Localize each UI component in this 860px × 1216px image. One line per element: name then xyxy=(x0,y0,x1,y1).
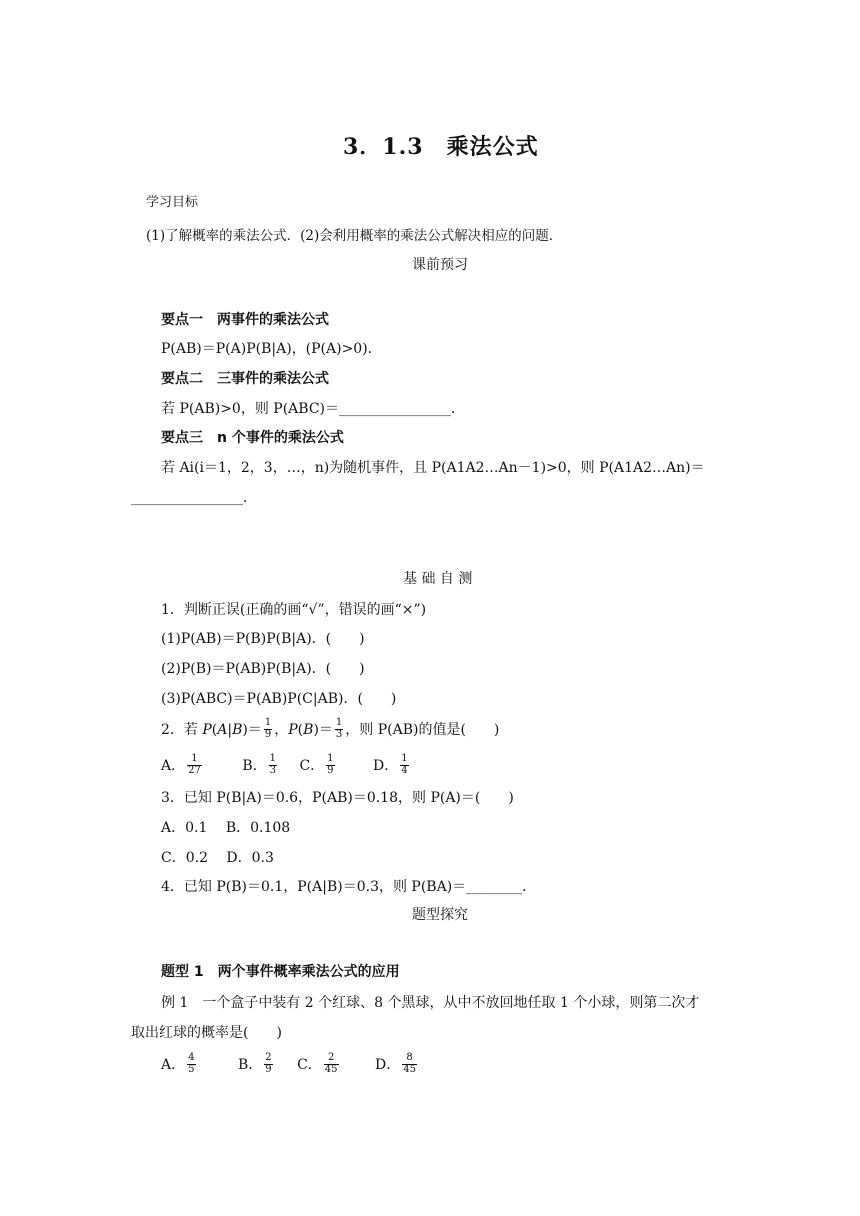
objectives-text: (1)了解概率的乘法公式．(2)会利用概率的乘法公式解决相应的问题． xyxy=(146,228,563,244)
type1-title: 题型 1 两个事件概率乘法公式的应用 xyxy=(161,964,400,980)
ex1-option-c[interactable]: C． $\frac{2}{45}$ xyxy=(297,1052,338,1075)
q2-given-fraction: $\frac{1}{3}$ xyxy=(335,717,343,740)
q2-options xyxy=(161,755,411,777)
ex1-option-a[interactable]: A． $\frac{4}{5}$ xyxy=(161,1052,195,1075)
point3-blank[interactable]: ________________ xyxy=(131,490,243,506)
point2-blank[interactable]: ________________ xyxy=(339,401,452,417)
q2-option-d[interactable]: D． $\frac{1}{4}$ xyxy=(372,753,408,776)
ex1-option-d[interactable]: D． $\frac{8}{45}$ xyxy=(374,1052,416,1075)
q3-options-cd[interactable]: C．0.2 D．0.3 xyxy=(161,850,274,866)
point3-title: 要点三 n 个事件的乘法公式 xyxy=(161,430,344,446)
objectives-heading: 学习目标 xyxy=(146,195,199,210)
q2-given-fraction: $\frac{1}{9}$ xyxy=(264,717,272,740)
q2-option-b[interactable]: B． $\frac{1}{3}$ xyxy=(242,753,276,776)
q2-option-c[interactable]: C． $\frac{1}{9}$ xyxy=(299,753,334,776)
explore-heading: 题型探究 xyxy=(412,907,468,923)
example1-options xyxy=(161,1054,419,1076)
question-1: 1．判断正误(正确的画“√”，错误的画“×”) xyxy=(161,602,427,618)
question-3: 3．已知 P(B|A)＝0.6，P(AB)＝0.18，则 P(A)＝( ) xyxy=(161,790,514,806)
point1-formula: P(AB)＝P(A)P(B|A)，(P(A)>0)． xyxy=(161,341,382,357)
point2-line xyxy=(161,402,465,416)
point3-line2 xyxy=(131,491,257,505)
q3-options-ab[interactable]: A．0.1 B．0.108 xyxy=(161,820,291,836)
question-1-1: (1)P(AB)＝P(B)P(B|A)．( ) xyxy=(161,631,365,647)
ex1-option-b[interactable]: B． $\frac{2}{9}$ xyxy=(237,1052,272,1075)
point1-title: 要点一 两事件的乘法公式 xyxy=(161,312,329,328)
question-1-2: (2)P(B)＝P(AB)P(B|A)．( ) xyxy=(161,661,365,677)
point2-title: 要点二 三事件的乘法公式 xyxy=(161,371,329,387)
example1-line1: 例 1 一个盒子中装有 2 个红球、8 个黑球，从中不放回地任取 1 个小球，则第二次才 xyxy=(161,995,700,1011)
page-title: 3．1.3 乘法公式 xyxy=(343,134,539,160)
q2-end: ，则 P(AB)的值是( ) xyxy=(345,722,500,738)
selftest-heading: 基 础 自 测 xyxy=(403,571,473,587)
point3-end: ． xyxy=(243,490,257,506)
q2-option-a[interactable]: A． $\frac{1}{27}$ xyxy=(161,753,201,776)
q2-prefix: 2．若 xyxy=(161,722,198,738)
question-1-3: (3)P(ABC)＝P(AB)P(C|AB)．( ) xyxy=(161,691,397,707)
point2-end: ． xyxy=(451,401,466,417)
point2-prefix: 若 xyxy=(161,401,175,417)
preview-heading: 课前预习 xyxy=(412,257,468,273)
point2-mid1: P(AB)>0，则 xyxy=(179,401,269,417)
point3-line1: 若 Ai(i＝1，2，3，…，n)为随机事件，且 P(A1A2…An－1)>0，则 P(A1A2…An)＝ xyxy=(161,460,705,476)
question-4: 4．已知 P(B)＝0.1，P(A|B)＝0.3，则 P(BA)＝________． xyxy=(161,879,537,895)
point2-mid2: P(ABC)＝ xyxy=(273,401,340,417)
example1-line2: 取出红球的概率是( ) xyxy=(131,1025,282,1041)
question-2: 2．若 P(A|B)＝ $\frac{1}{9}$ ，P(B)＝ $\frac{1}{3}$ ，则 P(AB)的值是( ) xyxy=(161,717,500,740)
